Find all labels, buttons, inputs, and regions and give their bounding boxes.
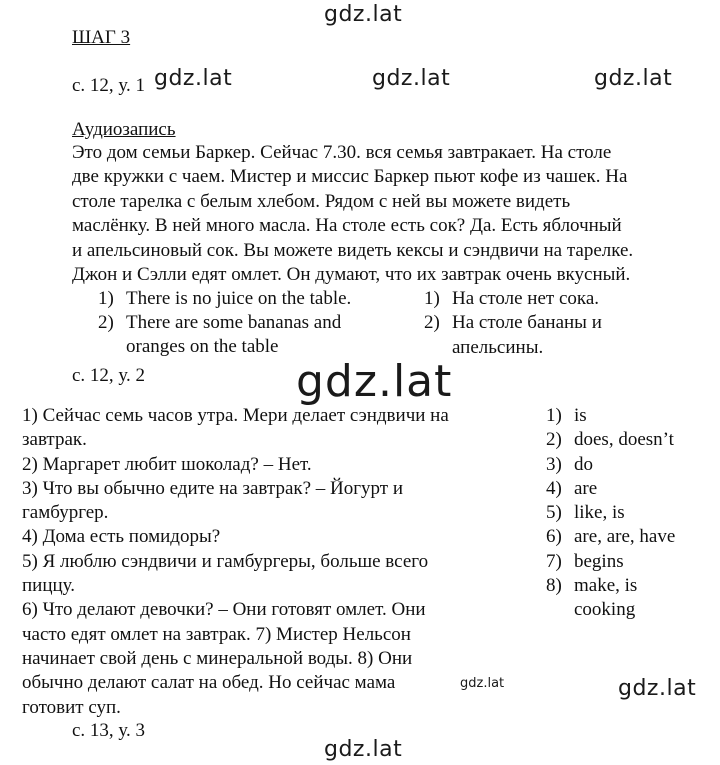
list-item: 2) There are some bananas and — [98, 312, 342, 334]
list-item: 2) На столе бананы и — [424, 312, 602, 334]
watermark-row-right: gdz.lat — [594, 66, 673, 91]
list-item: 5) like, is — [546, 502, 625, 524]
text-line: пиццу. — [22, 575, 76, 597]
exercise-2-text — [22, 404, 449, 720]
audio-transcript — [72, 141, 712, 287]
list-item: 8) make, is — [546, 575, 638, 597]
audio-line: Джон и Сэлли едят омлет. Он думают, что их завтрак очень вкусный. — [72, 264, 631, 286]
list-item: апельсины. — [452, 336, 544, 358]
audio-line: маслёнку. В ней много масла. На столе есть сок? Да. Есть яблочный — [72, 215, 622, 237]
exercise-2-ref: с. 12, у. 2 — [72, 365, 146, 386]
watermark-row-center: gdz.lat — [372, 66, 451, 91]
text-line: часто едят омлет на завтрак. 7) Мистер Нельсон — [22, 623, 411, 645]
text-line: готовит суп. — [22, 696, 121, 718]
text-line: 4) Дома есть помидоры? — [22, 526, 221, 548]
watermark-bottom: gdz.lat — [324, 737, 403, 762]
list-item: 7) begins — [546, 550, 624, 572]
list-item: 6) are, are, have — [546, 526, 676, 548]
text-line: завтрак. — [22, 429, 87, 451]
text-line: обычно делают салат на обед. Но сейчас мама — [22, 672, 396, 694]
audio-heading: Аудиозапись — [72, 119, 176, 140]
watermark-bottom-right: gdz.lat — [618, 676, 697, 701]
text-line: гамбургер. — [22, 502, 109, 524]
audio-line: и апельсиновый сок. Вы можете видеть кексы и сэндвичи на тарелке. — [72, 239, 634, 261]
list-item: 1) is — [546, 405, 587, 426]
step-title: ШАГ 3 — [72, 27, 131, 48]
russian-answers — [424, 287, 602, 360]
text-line: 3) Что вы обычно едите на завтрак? – Йогурт и — [22, 477, 404, 499]
text-line: 6) Что делают девочки? – Они готовят омлет. Они — [22, 599, 426, 621]
text-line: 2) Маргарет любит шоколад? – Нет. — [22, 453, 312, 475]
list-item: 3) do — [546, 453, 593, 475]
english-answers — [98, 287, 351, 336]
english-answer-continuation: oranges on the table — [126, 336, 279, 357]
watermark-large: gdz.lat — [296, 356, 453, 407]
watermark-row-left: gdz.lat — [154, 66, 233, 91]
text-line: 5) Я люблю сэндвичи и гамбургеры, больше всего — [22, 550, 429, 572]
watermark-top: gdz.lat — [324, 2, 403, 27]
watermark-small: gdz.lat — [460, 676, 505, 691]
text-line: 1) Сейчас семь часов утра. Мери делает сэндвичи на — [22, 405, 449, 426]
text-line: начинает свой день с минеральной воды. 8) Они — [22, 647, 413, 669]
list-item: cooking — [574, 599, 636, 621]
audio-line: Это дом семьи Баркер. Сейчас 7.30. вся семья завтракает. На столе — [72, 142, 612, 163]
list-item: 2) does, doesn’t — [546, 429, 674, 451]
list-item: 4) are — [546, 477, 598, 499]
exercise-3-ref: с. 13, у. 3 — [72, 720, 146, 741]
list-item: 1) На столе нет сока. — [424, 288, 600, 309]
exercise-1-ref: с. 12, у. 1 — [72, 75, 146, 96]
exercise-2-answers — [546, 404, 675, 623]
audio-line: столе тарелка с белым хлебом. Рядом с ней вы можете видеть — [72, 190, 571, 212]
list-item: 1) There is no juice on the table. — [98, 288, 352, 309]
audio-line: две кружки с чаем. Мистер и миссис Баркер пьют кофе из чашек. На — [72, 166, 628, 188]
